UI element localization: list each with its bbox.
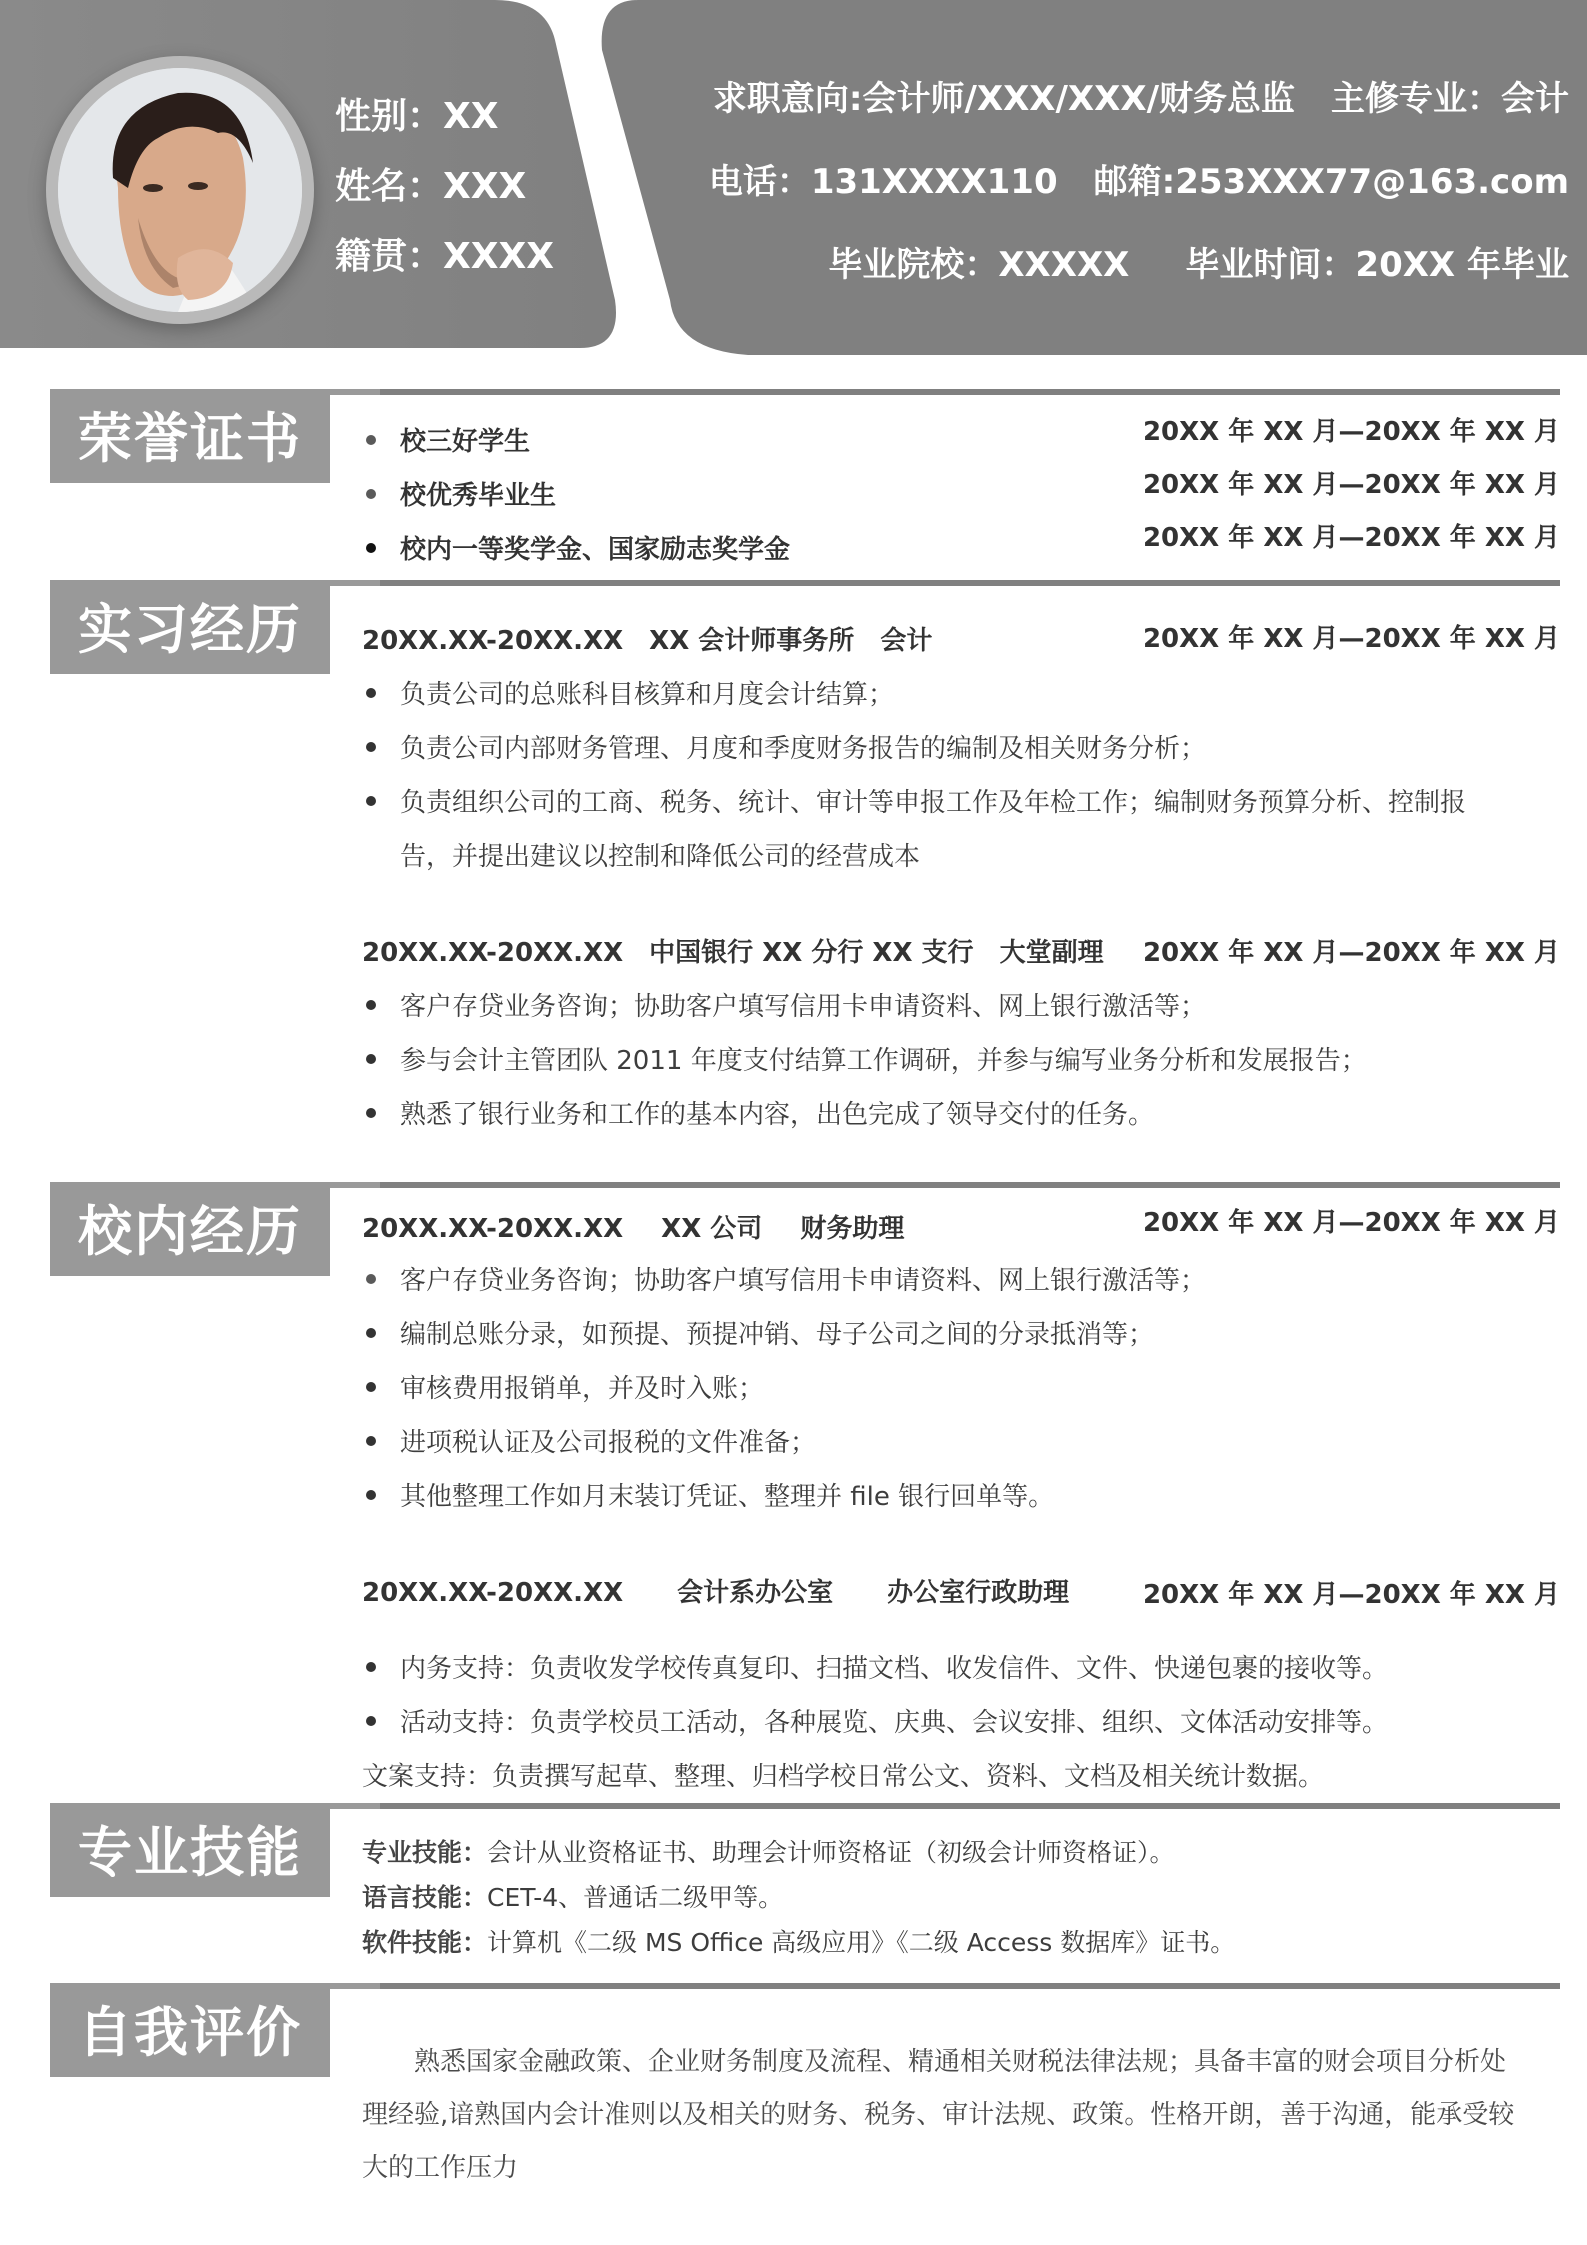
- bullet-icon: [366, 1436, 376, 1446]
- contact-row-3: [709, 224, 1569, 307]
- job-date: 20XX 年 XX 月—20XX 年 XX 月: [1142, 1208, 1560, 1238]
- honor-date: 20XX 年 XX 月—20XX 年 XX 月: [1142, 417, 1560, 447]
- section-divider: [380, 389, 1560, 395]
- job-heading: [362, 932, 1104, 969]
- bullet-text: 负责组织公司的工商、税务、统计、审计等申报工作及年检工作；编制财务预算分析、控制报: [400, 788, 1467, 818]
- job-org: XX 会计师事务所: [649, 626, 855, 656]
- section-self-evaluation: [0, 1983, 1587, 2245]
- skill-item: [362, 1878, 783, 1914]
- bullet-icon: [366, 543, 376, 553]
- job-role: 会计: [880, 626, 933, 656]
- bullet-icon: [366, 796, 376, 806]
- list-item: [362, 1094, 1154, 1131]
- job-heading: [362, 620, 932, 657]
- bullet-icon: [366, 435, 376, 445]
- bullet-text: 参与会计主管团队 2011 年度支付结算工作调研，并参与编写业务分析和发展报告；: [400, 1046, 1367, 1076]
- job-org: 会计系办公室: [677, 1578, 834, 1608]
- contact-row-2: [709, 141, 1569, 224]
- bullet-icon: [366, 1328, 376, 1338]
- bullet-text: 其他整理工作如月末装订凭证、整理并 file 银行回单等。: [400, 1482, 1055, 1512]
- bullet-icon: [366, 1662, 376, 1672]
- bullet-text: 负责公司的总账科目核算和月度会计结算；: [400, 680, 895, 710]
- gender-label: 性别：: [335, 96, 444, 137]
- section-title: 校内经历: [50, 1182, 330, 1276]
- section-title: 专业技能: [50, 1803, 330, 1897]
- bullet-icon: [366, 489, 376, 499]
- bullet-icon: [366, 1054, 376, 1064]
- skill-label: 专业技能：: [362, 1838, 488, 1867]
- contact-row-1: [709, 58, 1569, 141]
- person-portrait-icon: [58, 68, 302, 312]
- paragraph-line: 大的工作压力: [362, 2153, 519, 2183]
- job-objective: 求职意向:会计师/XXX/XXX/财务总监: [712, 79, 1295, 119]
- email: 邮箱:253XXX77@163.com: [1093, 162, 1569, 202]
- honor-text: 校内一等奖学金、国家励志奖学金: [400, 535, 791, 565]
- list-item: [362, 421, 530, 458]
- bullet-text: 活动支持：负责学校员工活动，各种展览、庆典、会议安排、组织、文体活动安排等。: [400, 1708, 1389, 1738]
- job-date: 20XX 年 XX 月—20XX 年 XX 月: [1142, 624, 1560, 654]
- list-item-plain: 文案支持：负责撰写起草、整理、归档学校日常公文、资料、文档及相关统计数据。: [362, 1762, 1325, 1792]
- job-org: 中国银行 XX 分行 XX 支行: [649, 938, 974, 968]
- bullet-text: 负责公司内部财务管理、月度和季度财务报告的编制及相关财务分析；: [400, 734, 1207, 764]
- section-divider: [380, 1182, 1560, 1188]
- bullet-text: 编制总账分录，如预提、预提冲销、母子公司之间的分录抵消等；: [400, 1320, 1155, 1350]
- bullet-icon: [366, 688, 376, 698]
- list-item-continuation: [362, 836, 920, 873]
- bullet-icon: [366, 1000, 376, 1010]
- list-item: [362, 1260, 1206, 1297]
- bullet-text: 客户存贷业务咨询；协助客户填写信用卡申请资料、网上银行激活等；: [400, 1266, 1207, 1296]
- job-role: 大堂副理: [999, 938, 1104, 968]
- paragraph-line: 熟悉国家金融政策、企业财务制度及流程、精通相关财税法律法规；具备丰富的财会项目分析处: [414, 2047, 1507, 2077]
- gender-value: XX: [443, 96, 499, 137]
- hometown-label: 籍贯：: [335, 236, 444, 277]
- job-date: 20XX 年 XX 月—20XX 年 XX 月: [1142, 1580, 1560, 1610]
- list-item: [362, 1368, 764, 1405]
- skill-text: 计算机《二级 MS Office 高级应用》《二级 Access 数据库》证书。: [487, 1928, 1236, 1957]
- bullet-text: 进项税认证及公司报税的文件准备；: [400, 1428, 817, 1458]
- hometown-row: [335, 222, 554, 292]
- avatar: [46, 56, 314, 324]
- list-item: [362, 782, 1466, 819]
- gender-row: [335, 82, 554, 152]
- bullet-text: 客户存贷业务咨询；协助客户填写信用卡申请资料、网上银行激活等；: [400, 992, 1207, 1022]
- section-divider: [380, 580, 1560, 586]
- phone: 电话：131XXXX110: [708, 162, 1058, 202]
- graduation-time: 毕业时间：20XX 年毕业: [1185, 245, 1569, 285]
- job-role: 办公室行政助理: [887, 1578, 1070, 1608]
- name-value: XXX: [443, 166, 527, 207]
- honor-date: 20XX 年 XX 月—20XX 年 XX 月: [1142, 523, 1560, 553]
- list-item: [362, 1648, 1388, 1685]
- skill-item: [362, 1923, 1235, 1959]
- name-row: [335, 152, 554, 222]
- list-item: [362, 475, 556, 512]
- honor-date: 20XX 年 XX 月—20XX 年 XX 月: [1142, 470, 1560, 500]
- job-period: 20XX.XX-20XX.XX: [362, 1214, 624, 1244]
- bullet-icon: [366, 1490, 376, 1500]
- list-item: [362, 1422, 816, 1459]
- list-item: [362, 529, 790, 566]
- list-item: [362, 674, 894, 711]
- skill-item: [362, 1833, 1175, 1869]
- list-item: [362, 1702, 1388, 1739]
- list-item: [362, 1476, 1054, 1513]
- major: 主修专业：会计: [1331, 79, 1569, 119]
- skill-label: 软件技能：: [362, 1928, 488, 1957]
- job-role: 财务助理: [800, 1214, 905, 1244]
- section-internship: [0, 580, 1587, 1180]
- honor-text: 校三好学生: [400, 427, 531, 457]
- list-item: [362, 1040, 1367, 1077]
- section-campus: [0, 1182, 1587, 1802]
- header-contact-panel: [598, 0, 1587, 360]
- contact-info: [709, 58, 1569, 307]
- skill-text: CET-4、普通话二级甲等。: [487, 1883, 784, 1912]
- section-skills: [0, 1803, 1587, 1983]
- job-date: 20XX 年 XX 月—20XX 年 XX 月: [1142, 938, 1560, 968]
- paragraph-line: 理经验,谙熟国内会计准则以及相关的财务、税务、审计法规、政策。性格开朗，善于沟通，能承受较: [362, 2100, 1515, 2130]
- job-period: 20XX.XX-20XX.XX: [362, 938, 624, 968]
- list-item: [362, 986, 1206, 1023]
- list-item: [362, 728, 1206, 765]
- header-basic-panel: [0, 0, 620, 350]
- job-heading: [362, 1572, 1069, 1609]
- job-period: 20XX.XX-20XX.XX: [362, 626, 624, 656]
- bullet-icon: [366, 1108, 376, 1118]
- bullet-text: 告，并提出建议以控制和降低公司的经营成本: [400, 842, 921, 872]
- section-honors: [0, 389, 1587, 579]
- list-item: [362, 1314, 1154, 1351]
- job-period: 20XX.XX-20XX.XX: [362, 1578, 624, 1608]
- job-org: XX 公司: [661, 1214, 763, 1244]
- hometown-value: XXXX: [443, 236, 555, 277]
- skill-label: 语言技能：: [362, 1883, 488, 1912]
- section-divider: [380, 1803, 1560, 1809]
- bullet-text: 熟悉了银行业务和工作的基本内容，出色完成了领导交付的任务。: [400, 1100, 1155, 1130]
- bullet-text: 审核费用报销单，并及时入账；: [400, 1374, 765, 1404]
- bullet-icon: [366, 1716, 376, 1726]
- section-title: 自我评价: [50, 1983, 330, 2077]
- section-divider: [380, 1983, 1560, 1989]
- school: 毕业院校：XXXXX: [828, 245, 1130, 285]
- section-title: 实习经历: [50, 580, 330, 674]
- bullet-icon: [366, 1382, 376, 1392]
- job-heading: [362, 1208, 904, 1245]
- bullet-icon: [366, 1274, 376, 1284]
- section-title: 荣誉证书: [50, 389, 330, 483]
- name-label: 姓名：: [335, 166, 444, 207]
- skill-text: 会计从业资格证书、助理会计师资格证（初级会计师资格证）。: [487, 1838, 1175, 1867]
- honor-text: 校优秀毕业生: [400, 481, 557, 511]
- bullet-icon: [366, 742, 376, 752]
- basic-info: [335, 82, 554, 292]
- profile-photo: [58, 68, 302, 312]
- bullet-text: 内务支持：负责收发学校传真复印、扫描文档、收发信件、文件、快递包裹的接收等。: [400, 1654, 1389, 1684]
